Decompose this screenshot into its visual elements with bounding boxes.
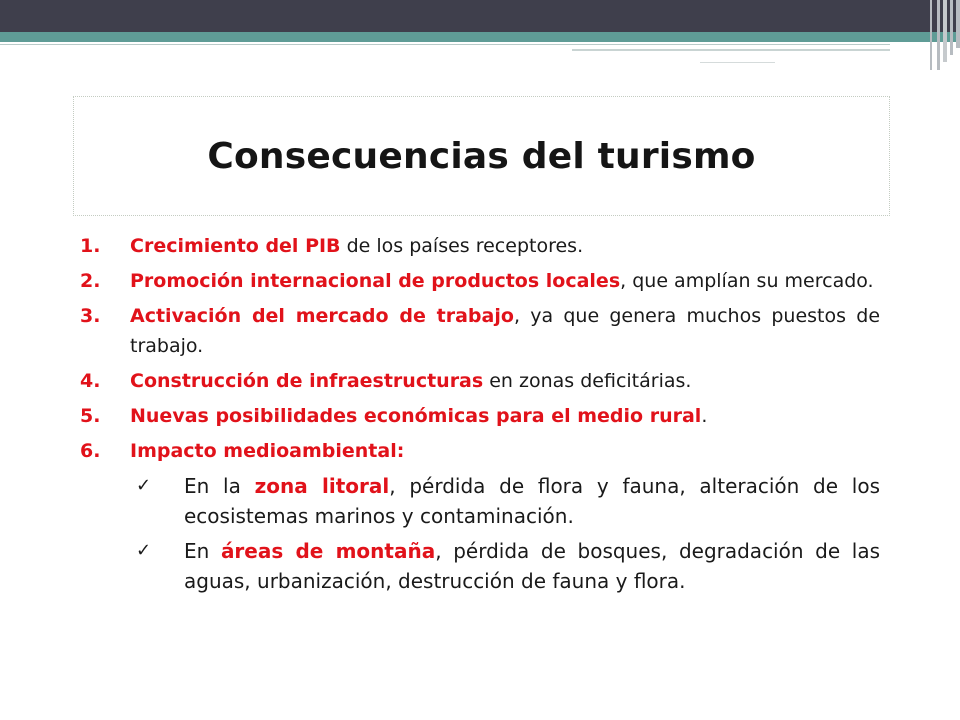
decorative-line — [572, 49, 890, 51]
highlight-text: zona litoral — [254, 474, 390, 498]
slide-title: Consecuencias del turismo — [207, 135, 756, 177]
list-item — [80, 366, 880, 396]
highlight-text: Crecimiento del PIB — [130, 235, 341, 257]
list-number: 6. — [80, 440, 101, 462]
sub-list-text — [184, 536, 880, 596]
body-text: En la — [184, 474, 255, 498]
decorative-vertical-bar — [937, 0, 940, 70]
highlight-text: Construcción de infraestructuras — [130, 370, 484, 392]
list-text — [130, 266, 880, 296]
list-item — [80, 266, 880, 296]
highlight-text: Nuevas posibilidades económicas para el medio rural — [130, 405, 702, 427]
list-text — [130, 401, 880, 431]
list-number: 2. — [80, 270, 101, 292]
list-number: 5. — [80, 405, 101, 427]
highlight-text: Impacto medioambiental: — [130, 440, 405, 462]
checkmark-icon: ✓ — [136, 540, 152, 561]
sub-list-item — [130, 536, 880, 596]
body-text: en zonas deficitárias. — [483, 370, 692, 392]
decorative-line — [0, 44, 890, 45]
content-list — [80, 231, 880, 601]
list-item — [80, 401, 880, 431]
highlight-text: Promoción internacional de productos locales — [130, 270, 621, 292]
list-item — [80, 301, 880, 361]
body-text: En — [184, 539, 221, 563]
body-text: , pérdida de flora y fauna, alteración de los ecosistemas marinos y contaminación. — [184, 474, 880, 528]
body-text: de los países receptores. — [340, 235, 584, 257]
list-item — [80, 231, 880, 261]
list-number: 1. — [80, 235, 101, 257]
sub-list-text — [184, 471, 880, 531]
list-number: 3. — [80, 305, 101, 327]
list-text — [130, 436, 880, 466]
body-text: . — [701, 405, 708, 427]
list-text — [130, 301, 880, 361]
top-teal-bar — [0, 32, 960, 42]
decorative-vertical-bar — [956, 0, 960, 48]
decorative-vertical-bar — [950, 0, 953, 55]
sub-list-item — [130, 471, 880, 531]
decorative-vertical-bar — [930, 0, 932, 70]
list-item — [80, 436, 880, 466]
decorative-vertical-bar — [943, 0, 947, 62]
body-text: , pérdida de bosques, degradación de las aguas, urbanización, destrucción de fauna y flora. — [184, 539, 881, 593]
highlight-text: Activación del mercado de trabajo — [130, 305, 514, 327]
list-text — [130, 366, 880, 396]
decorative-line — [700, 62, 775, 63]
list-number: 4. — [80, 370, 101, 392]
checkmark-icon: ✓ — [136, 475, 152, 496]
body-text: , que amplían su mercado. — [620, 270, 874, 292]
body-text: , ya que genera muchos puestos de trabajo. — [130, 305, 881, 357]
list-text — [130, 231, 880, 261]
highlight-text: áreas de montaña — [220, 539, 436, 563]
title-placeholder — [73, 96, 890, 216]
top-dark-bar — [0, 0, 960, 32]
